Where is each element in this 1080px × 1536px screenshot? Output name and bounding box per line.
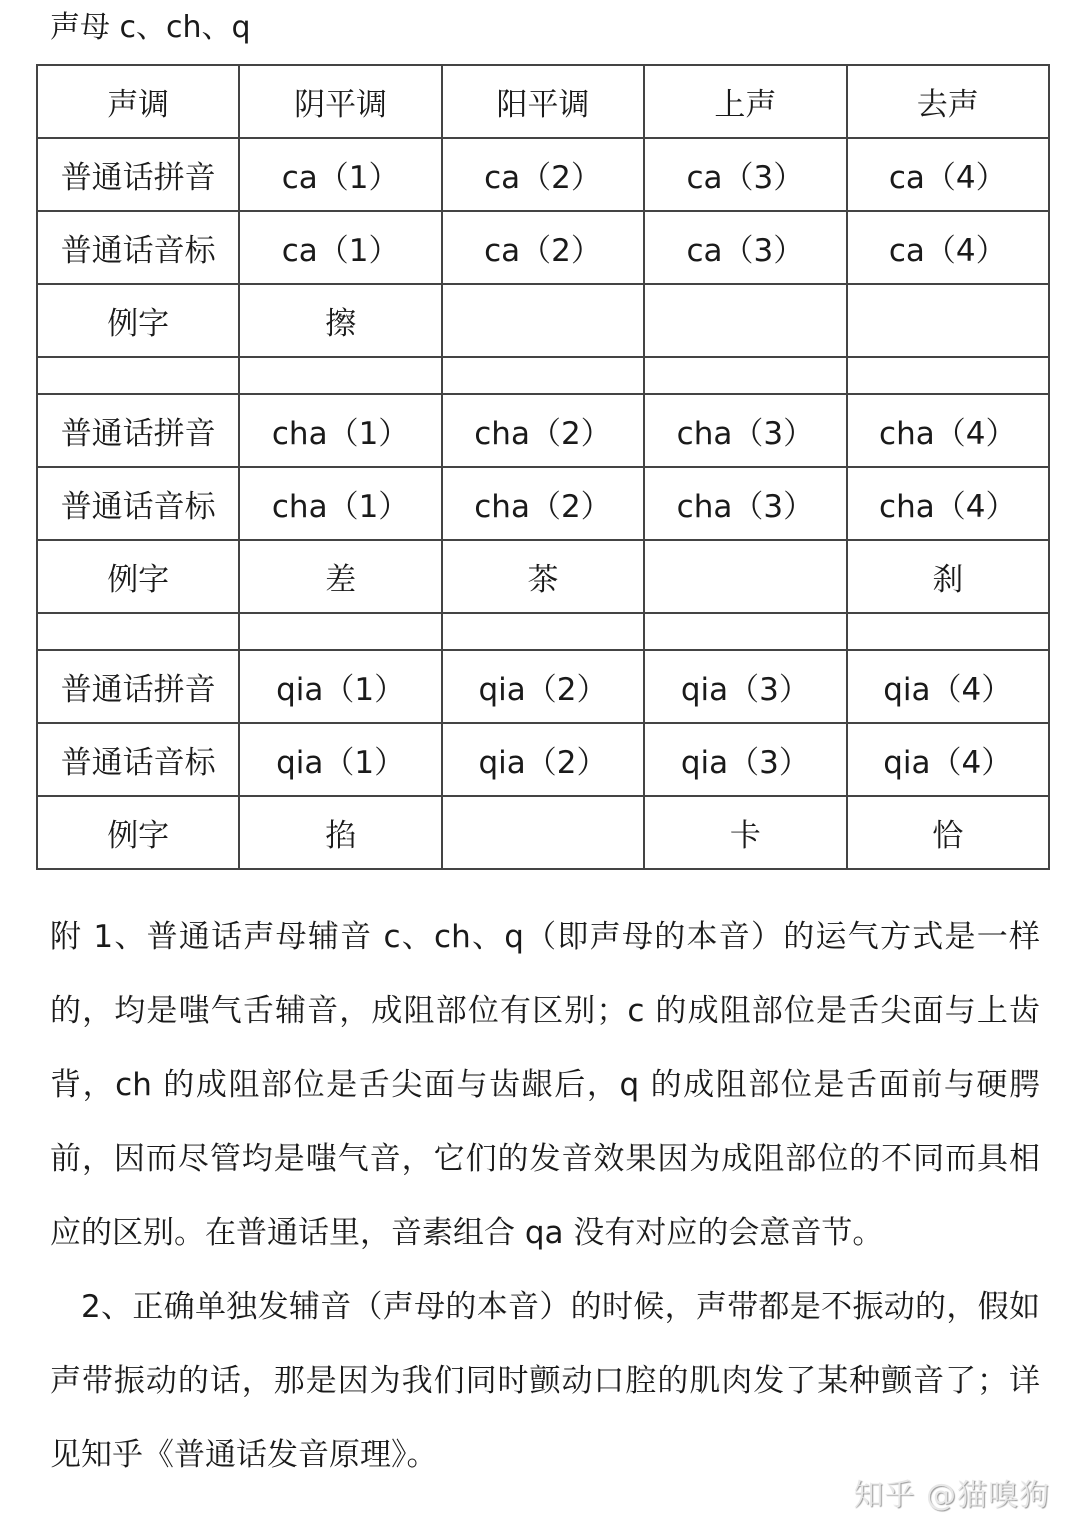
table-cell: cha（2） <box>442 394 644 467</box>
table-row <box>37 138 1049 211</box>
table-cell: 茶 <box>442 540 644 613</box>
note-paragraph-1: 附 1、普通话声母辅音 c、ch、q（即声母的本音）的运气方式是一样的，均是嗤气舌辅音，成阻部位有区别；c 的成阻部位是舌尖面与上齿背，ch 的成阻部位是舌尖面与齿龈后，q 的成阻部位是舌面前与硬腭前，因而尽管均是嗤气音，它们的发音效果因为成阻部位的不同而具相应的区别。在普通话里，音素组合 qa 没有对应的会意音节。 <box>50 919 1040 1251</box>
row-label: 例字 <box>37 284 239 357</box>
row-label: 例字 <box>37 796 239 869</box>
table-row <box>37 211 1049 284</box>
table-row <box>37 284 1049 357</box>
table-cell: cha（1） <box>239 467 441 540</box>
table-header-row <box>37 65 1049 138</box>
table-cell: 掐 <box>239 796 441 869</box>
pinyin-tone-table <box>36 64 1050 870</box>
table-cell <box>442 796 644 869</box>
table-cell <box>644 540 846 613</box>
table-cell: qia（1） <box>239 650 441 723</box>
table-cell: qia（2） <box>442 650 644 723</box>
table-cell: ca（4） <box>847 138 1049 211</box>
table-cell: cha（3） <box>644 394 846 467</box>
header-cell: 上声 <box>644 65 846 138</box>
watermark: 知乎 @猫嗅狗 <box>853 1478 1050 1513</box>
table-row <box>37 540 1049 613</box>
empty-cell <box>644 613 846 650</box>
table-cell <box>644 284 846 357</box>
table-cell: qia（3） <box>644 723 846 796</box>
note-paragraph-2: 2、正确单独发辅音（声母的本音）的时候，声带都是不振动的，假如声带振动的话，那是因为我们同时颤动口腔的肌肉发了某种颤音了；详见知乎《普通话发音原理》。 <box>50 1289 1040 1473</box>
table-cell: qia（2） <box>442 723 644 796</box>
table-cell: cha（4） <box>847 467 1049 540</box>
row-label: 例字 <box>37 540 239 613</box>
table-cell: ca（2） <box>442 211 644 284</box>
table-cell: cha（3） <box>644 467 846 540</box>
row-label: 普通话拼音 <box>37 650 239 723</box>
spacer-row <box>37 613 1049 650</box>
empty-cell <box>442 613 644 650</box>
empty-cell <box>37 357 239 394</box>
table-cell: 差 <box>239 540 441 613</box>
row-label: 普通话音标 <box>37 467 239 540</box>
empty-cell <box>239 613 441 650</box>
table-cell <box>442 284 644 357</box>
table-cell: ca（1） <box>239 211 441 284</box>
table-cell: 刹 <box>847 540 1049 613</box>
header-cell: 声调 <box>37 65 239 138</box>
row-label: 普通话拼音 <box>37 394 239 467</box>
table-row <box>37 650 1049 723</box>
row-label: 普通话拼音 <box>37 138 239 211</box>
table-cell: cha（1） <box>239 394 441 467</box>
empty-cell <box>847 357 1049 394</box>
empty-cell <box>847 613 1049 650</box>
table-row <box>37 796 1049 869</box>
empty-cell <box>37 613 239 650</box>
table-cell: qia（4） <box>847 650 1049 723</box>
table-cell: ca（3） <box>644 138 846 211</box>
table-cell: cha（2） <box>442 467 644 540</box>
table-cell: qia（1） <box>239 723 441 796</box>
table-cell: qia（4） <box>847 723 1049 796</box>
row-label: 普通话音标 <box>37 723 239 796</box>
empty-cell <box>442 357 644 394</box>
empty-cell <box>644 357 846 394</box>
table-row <box>37 394 1049 467</box>
table-cell: ca（1） <box>239 138 441 211</box>
table-row <box>37 723 1049 796</box>
table-cell: cha（4） <box>847 394 1049 467</box>
empty-cell <box>239 357 441 394</box>
header-cell: 阴平调 <box>239 65 441 138</box>
header-cell: 去声 <box>847 65 1049 138</box>
row-label: 普通话音标 <box>37 211 239 284</box>
section-title: 声母 c、ch、q <box>50 10 251 45</box>
table-cell: qia（3） <box>644 650 846 723</box>
notes-section <box>50 900 1040 1492</box>
table-cell: 恰 <box>847 796 1049 869</box>
table-cell: ca（2） <box>442 138 644 211</box>
spacer-row <box>37 357 1049 394</box>
table-cell: ca（4） <box>847 211 1049 284</box>
table-row <box>37 467 1049 540</box>
header-cell: 阳平调 <box>442 65 644 138</box>
table-cell: 卡 <box>644 796 846 869</box>
table-cell: ca（3） <box>644 211 846 284</box>
table-cell: 擦 <box>239 284 441 357</box>
table-cell <box>847 284 1049 357</box>
